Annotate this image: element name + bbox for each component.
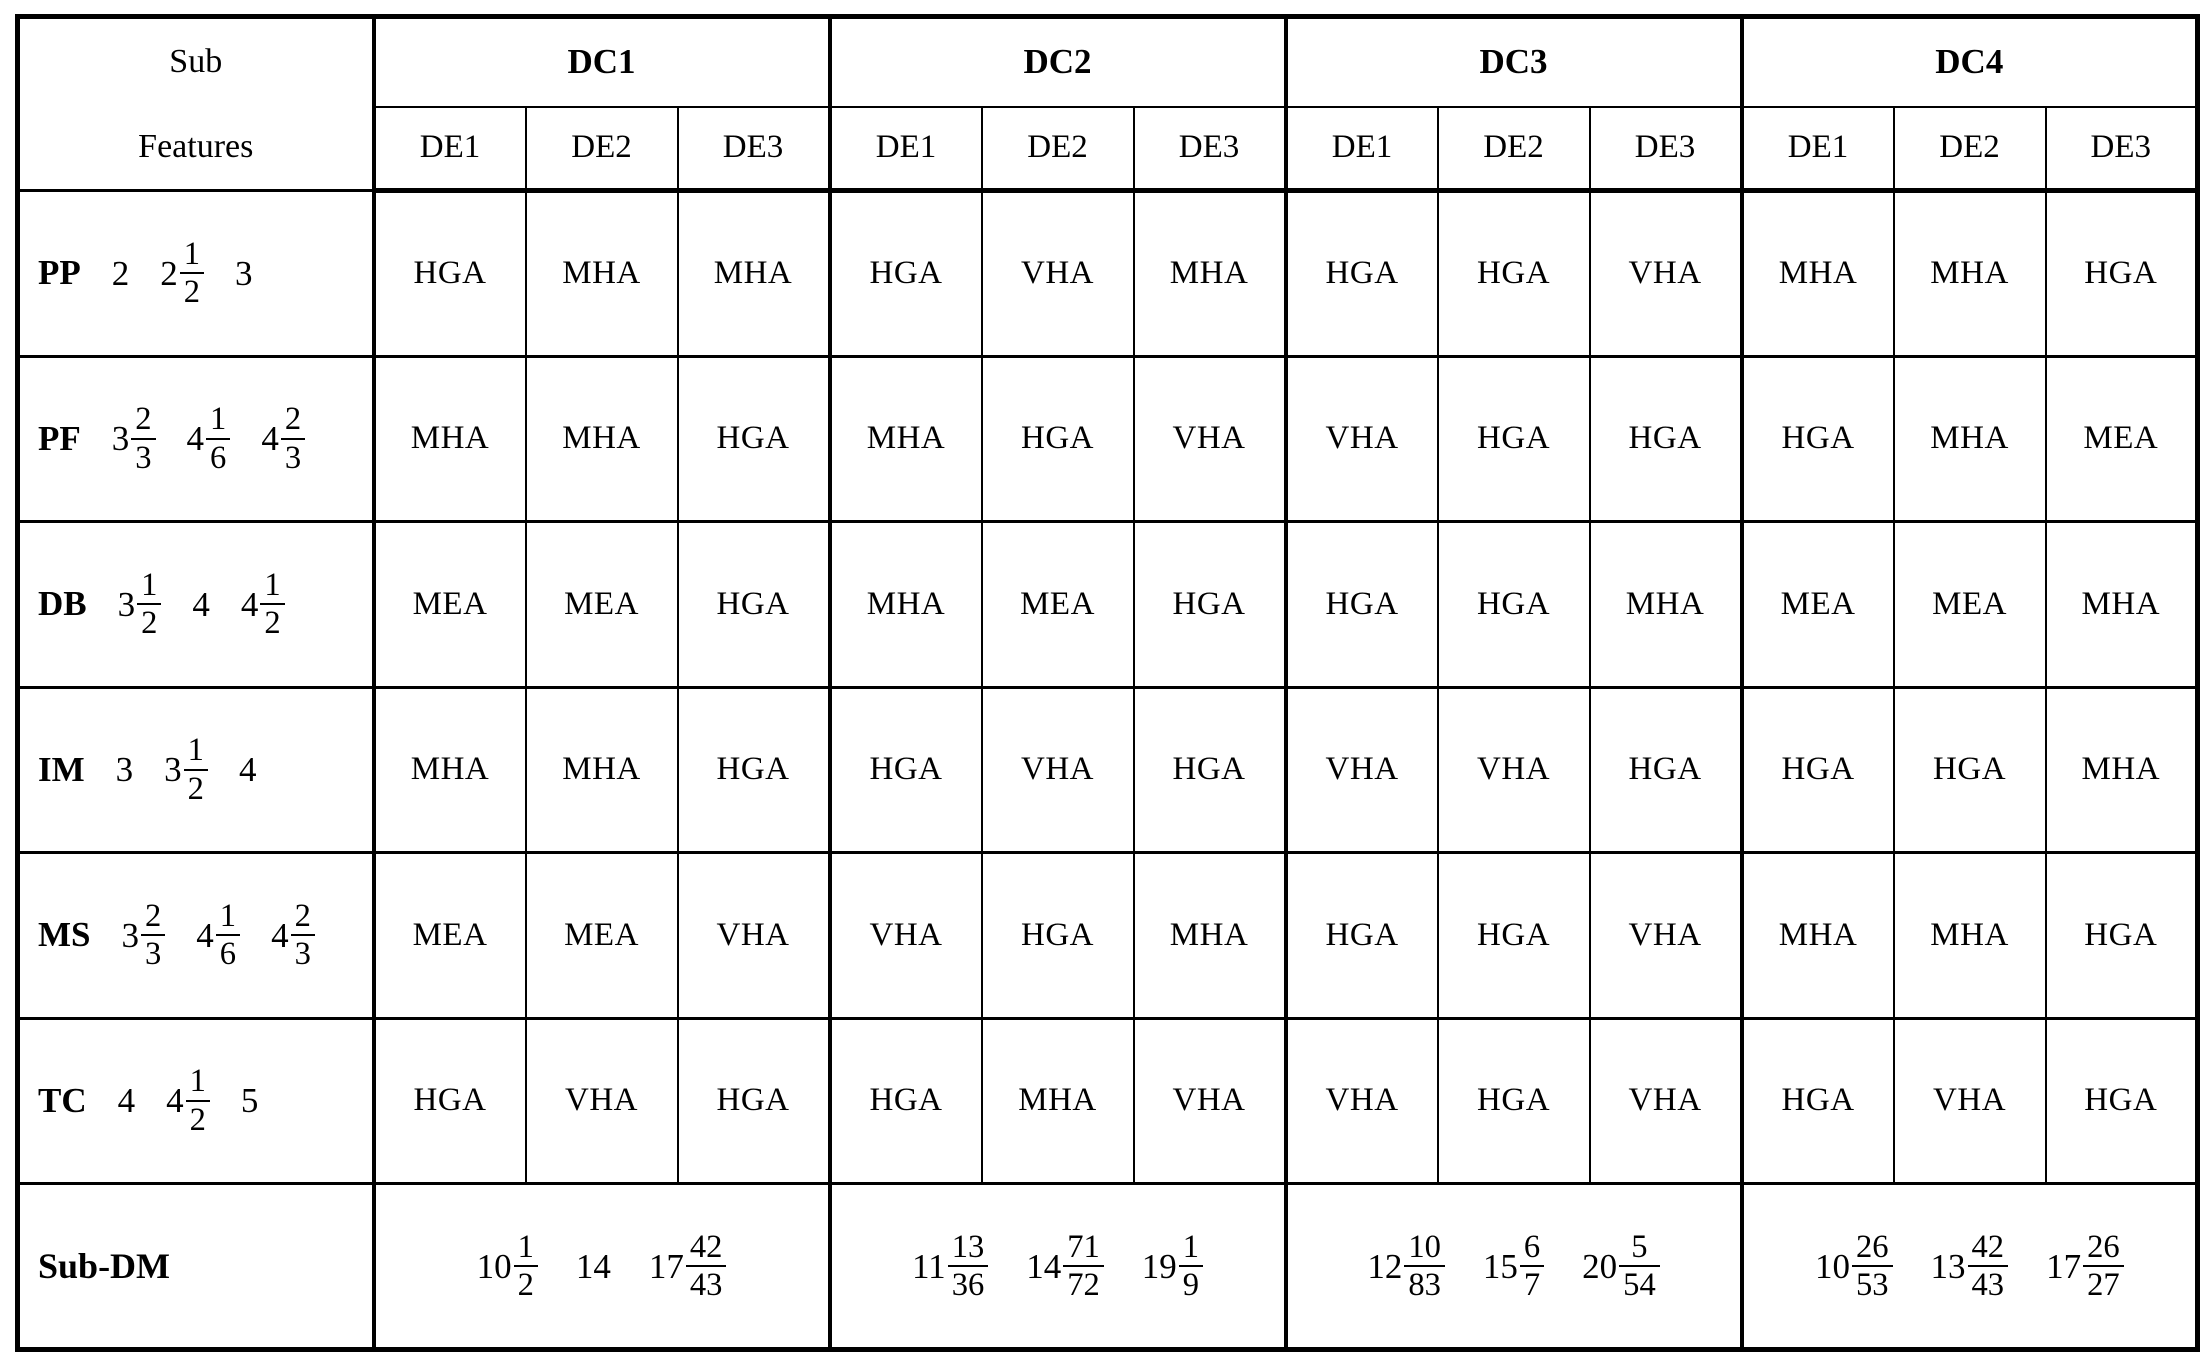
- feature-cell-tc: [18, 1018, 374, 1184]
- rating-cell: MHA: [982, 1018, 1134, 1184]
- group-header-dc1: DC1: [374, 17, 830, 107]
- fuzzy-number: 12 $\frac{10}{83}$: [1367, 1229, 1445, 1304]
- de-header: DE3: [2046, 107, 2198, 191]
- fuzzy-number: 17 $\frac{26}{27}$: [2046, 1229, 2124, 1304]
- rating-cell: HGA: [678, 522, 830, 688]
- rating-cell: HGA: [1286, 853, 1438, 1019]
- de-header: DE1: [374, 107, 526, 191]
- table-header: [18, 17, 2198, 191]
- rating-cell: HGA: [1286, 191, 1438, 357]
- feature-cell-pp: [18, 191, 374, 357]
- rating-cell: MHA: [678, 191, 830, 357]
- fuzzy-number: 10 $\frac{26}{53}$: [1815, 1229, 1893, 1304]
- rating-cell: HGA: [1438, 1018, 1590, 1184]
- feature-cell-pf: [18, 356, 374, 522]
- table-row: [18, 522, 2198, 688]
- rating-cell: MEA: [374, 522, 526, 688]
- footer-label: Sub-DM: [38, 1246, 171, 1286]
- rating-cell: MHA: [1742, 191, 1894, 357]
- rating-cell: HGA: [678, 1018, 830, 1184]
- fuzzy-number: 4 $\frac{2}{3}$: [271, 898, 315, 973]
- fuzzy-number: 15 $\frac{6}{7}$: [1483, 1229, 1544, 1304]
- rating-cell: HGA: [830, 687, 982, 853]
- fuzzy-number: 19 $\frac{1}{9}$: [1142, 1229, 1203, 1304]
- rating-cell: VHA: [678, 853, 830, 1019]
- feature-code: PP: [38, 253, 81, 293]
- rating-cell: HGA: [2046, 1018, 2198, 1184]
- rating-cell: HGA: [1286, 522, 1438, 688]
- corner-line-1: Sub: [169, 42, 223, 80]
- fuzzy-number: 10 $\frac{1}{2}$: [477, 1229, 538, 1304]
- group-header-dc4: DC4: [1742, 17, 2198, 107]
- rating-cell: HGA: [1438, 853, 1590, 1019]
- fuzzy-number: 2 $\frac{1}{2}$: [160, 236, 204, 311]
- fuzzy-number: 20 $\frac{5}{54}$: [1582, 1229, 1660, 1304]
- rating-cell: HGA: [678, 687, 830, 853]
- rating-cell: VHA: [1590, 191, 1742, 357]
- rating-cell: VHA: [982, 191, 1134, 357]
- de-header: DE3: [1134, 107, 1286, 191]
- rating-cell: HGA: [1590, 356, 1742, 522]
- rating-cell: HGA: [1134, 522, 1286, 688]
- de-header: DE1: [1286, 107, 1438, 191]
- fuzzy-number: 4 $\frac{1}{6}$: [196, 898, 240, 973]
- rating-cell: HGA: [830, 1018, 982, 1184]
- de-header: DE2: [1438, 107, 1590, 191]
- feature-cell-im: [18, 687, 374, 853]
- table-row: [18, 1018, 2198, 1184]
- fuzzy-number: 17 $\frac{42}{43}$: [649, 1229, 727, 1304]
- rating-cell: VHA: [526, 1018, 678, 1184]
- sub-features-decision-table: [15, 14, 2200, 1352]
- fuzzy-number: 2: [111, 253, 130, 293]
- rating-cell: HGA: [1438, 191, 1590, 357]
- footer-values-dc4: [1742, 1184, 2198, 1350]
- footer-values-dc1: [374, 1184, 830, 1350]
- rating-cell: HGA: [982, 853, 1134, 1019]
- fuzzy-number: 3 $\frac{2}{3}$: [112, 401, 156, 476]
- feature-cell-ms: [18, 853, 374, 1019]
- fuzzy-number: 14: [575, 1246, 611, 1286]
- table-footer: [18, 1184, 2198, 1350]
- rating-cell: MEA: [526, 522, 678, 688]
- de-header: DE3: [1590, 107, 1742, 191]
- fuzzy-number: 3 $\frac{1}{2}$: [118, 567, 162, 642]
- rating-cell: MHA: [1134, 191, 1286, 357]
- rating-cell: MHA: [1134, 853, 1286, 1019]
- rating-cell: MHA: [1742, 853, 1894, 1019]
- rating-cell: MHA: [1894, 356, 2046, 522]
- fuzzy-number: 11 $\frac{13}{36}$: [912, 1229, 988, 1304]
- rating-cell: HGA: [374, 191, 526, 357]
- fuzzy-number: 3 $\frac{1}{2}$: [164, 732, 208, 807]
- rating-cell: HGA: [1742, 356, 1894, 522]
- feature-code: MS: [38, 915, 91, 955]
- table-row: [18, 191, 2198, 357]
- rating-cell: VHA: [1438, 687, 1590, 853]
- fuzzy-number: 5: [240, 1081, 259, 1121]
- feature-code: TC: [38, 1080, 87, 1120]
- rating-cell: HGA: [678, 356, 830, 522]
- rating-cell: VHA: [830, 853, 982, 1019]
- rating-cell: VHA: [1590, 1018, 1742, 1184]
- rating-cell: MHA: [1894, 191, 2046, 357]
- feature-code: PF: [38, 418, 81, 458]
- rating-cell: VHA: [1590, 853, 1742, 1019]
- rating-cell: MEA: [374, 853, 526, 1019]
- rating-cell: MHA: [1894, 853, 2046, 1019]
- table-body: [18, 191, 2198, 1184]
- de-header: DE2: [1894, 107, 2046, 191]
- rating-cell: HGA: [2046, 191, 2198, 357]
- dc-header-row: [18, 17, 2198, 107]
- rating-cell: VHA: [1286, 687, 1438, 853]
- rating-cell: MHA: [526, 191, 678, 357]
- rating-cell: MHA: [526, 356, 678, 522]
- rating-cell: VHA: [1134, 356, 1286, 522]
- fuzzy-number: 4: [238, 750, 257, 790]
- rating-cell: HGA: [1134, 687, 1286, 853]
- rating-cell: MEA: [1894, 522, 2046, 688]
- fuzzy-number: 3: [235, 253, 253, 293]
- rating-cell: MHA: [1590, 522, 1742, 688]
- rating-cell: VHA: [1894, 1018, 2046, 1184]
- rating-cell: HGA: [1894, 687, 2046, 853]
- feature-code: DB: [38, 584, 87, 624]
- fuzzy-number: 4 $\frac{1}{6}$: [187, 401, 231, 476]
- rating-cell: MHA: [374, 356, 526, 522]
- footer-values-dc2: [830, 1184, 1286, 1350]
- footer-row: [18, 1184, 2198, 1350]
- fuzzy-number: 3: [115, 750, 134, 790]
- table-row: [18, 687, 2198, 853]
- rating-cell: VHA: [1286, 356, 1438, 522]
- fuzzy-number: 4 $\frac{1}{2}$: [166, 1063, 210, 1138]
- rating-cell: HGA: [1438, 522, 1590, 688]
- de-header: DE3: [678, 107, 830, 191]
- rating-cell: HGA: [374, 1018, 526, 1184]
- fuzzy-number: 4: [192, 584, 210, 624]
- rating-cell: MEA: [982, 522, 1134, 688]
- fuzzy-number: 4 $\frac{1}{2}$: [241, 567, 285, 642]
- table-row: [18, 853, 2198, 1019]
- rating-cell: MHA: [2046, 687, 2198, 853]
- rating-cell: HGA: [2046, 853, 2198, 1019]
- fuzzy-number: 4 $\frac{2}{3}$: [261, 401, 305, 476]
- rating-cell: MHA: [830, 522, 982, 688]
- rating-cell: VHA: [982, 687, 1134, 853]
- rating-cell: MHA: [2046, 522, 2198, 688]
- group-header-dc3: DC3: [1286, 17, 1742, 107]
- fuzzy-number: 13 $\frac{42}{43}$: [1931, 1229, 2009, 1304]
- rating-cell: MEA: [1742, 522, 1894, 688]
- corner-line-2: Features: [138, 127, 254, 165]
- fuzzy-number: 4: [117, 1081, 136, 1121]
- rating-cell: VHA: [1134, 1018, 1286, 1184]
- footer-label-cell: [18, 1184, 374, 1350]
- feature-cell-db: [18, 522, 374, 688]
- rating-cell: HGA: [1590, 687, 1742, 853]
- de-header: DE2: [526, 107, 678, 191]
- rating-cell: VHA: [1286, 1018, 1438, 1184]
- rating-cell: MEA: [2046, 356, 2198, 522]
- de-header: DE1: [1742, 107, 1894, 191]
- rating-cell: HGA: [830, 191, 982, 357]
- rating-cell: HGA: [1438, 356, 1590, 522]
- de-header: DE2: [982, 107, 1134, 191]
- de-header: DE1: [830, 107, 982, 191]
- fuzzy-number: 14 $\frac{71}{72}$: [1026, 1229, 1104, 1304]
- feature-code: IM: [38, 749, 85, 789]
- rating-cell: MHA: [526, 687, 678, 853]
- rating-cell: MEA: [526, 853, 678, 1019]
- corner-cell: [18, 17, 374, 191]
- group-header-dc2: DC2: [830, 17, 1286, 107]
- rating-cell: HGA: [1742, 687, 1894, 853]
- rating-cell: MHA: [374, 687, 526, 853]
- rating-cell: HGA: [1742, 1018, 1894, 1184]
- fuzzy-number: 3 $\frac{2}{3}$: [122, 898, 166, 973]
- table-row: [18, 356, 2198, 522]
- rating-cell: HGA: [982, 356, 1134, 522]
- footer-values-dc3: [1286, 1184, 1742, 1350]
- rating-cell: MHA: [830, 356, 982, 522]
